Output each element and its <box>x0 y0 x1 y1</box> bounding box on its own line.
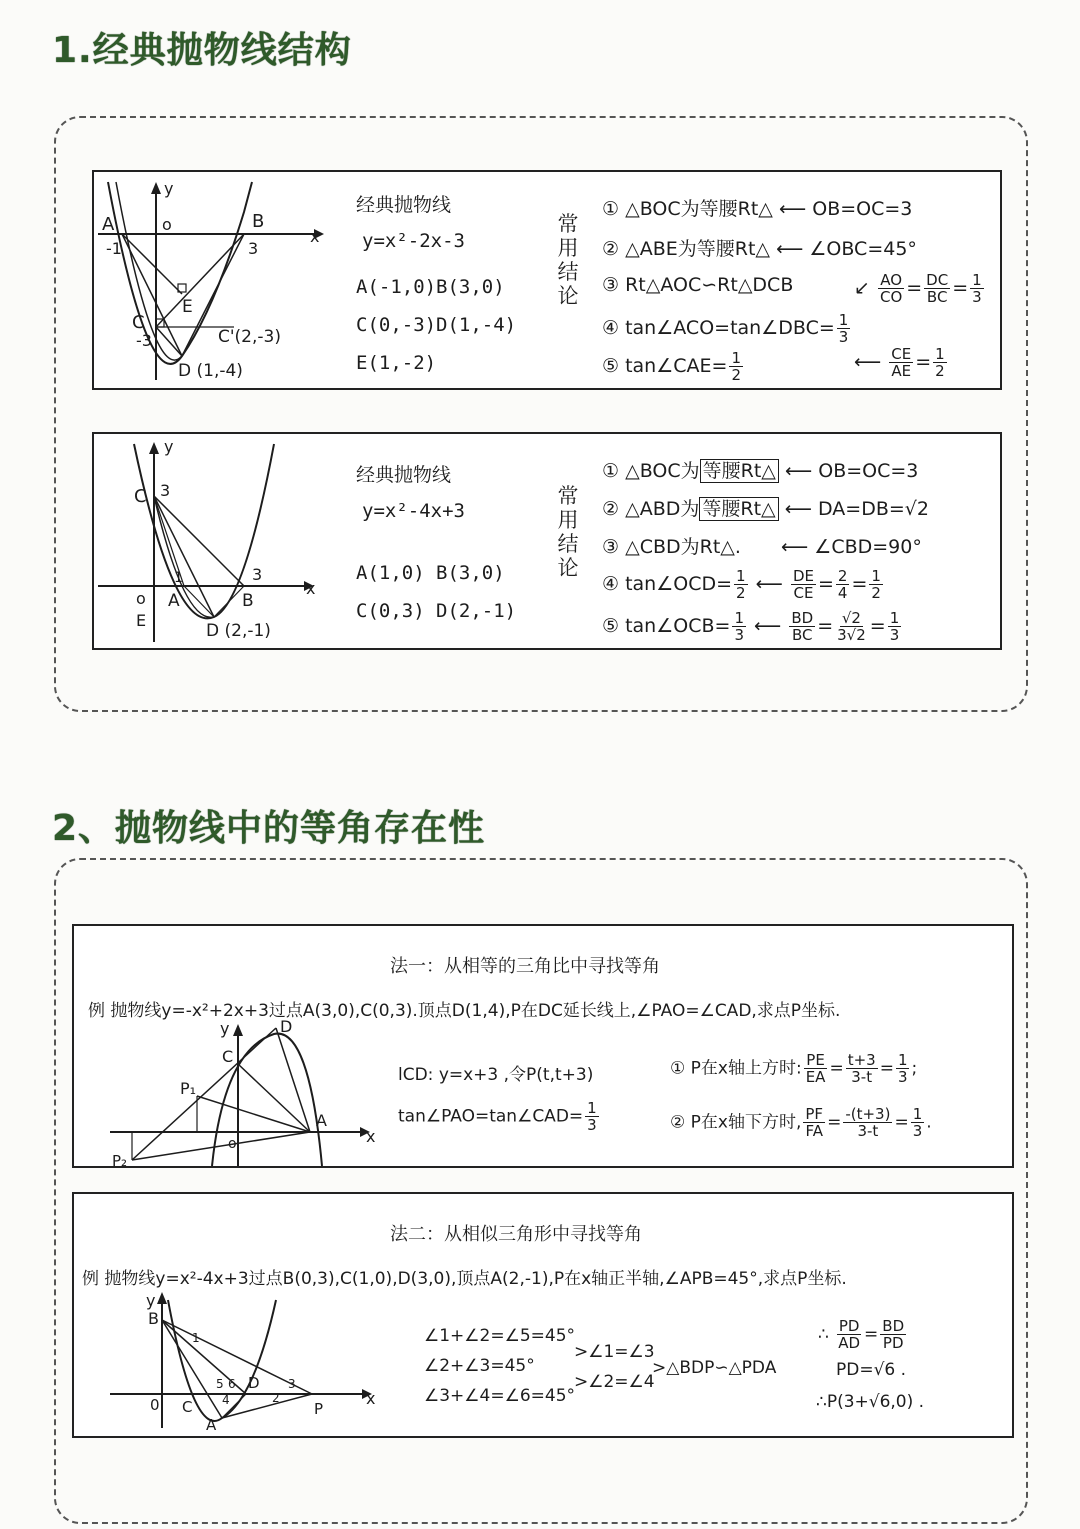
m2-label-O: 0 <box>150 1396 160 1414</box>
c2-text-4: tan∠OCD= <box>625 573 733 595</box>
frac-den: 3-t <box>857 1122 879 1140</box>
m1-case1-label: ① P在x轴上方时: <box>670 1058 802 1079</box>
m1-case2-label: ② P在x轴下方时, <box>670 1112 802 1133</box>
g1-label-B: B <box>252 211 265 232</box>
g2-label-o: o <box>136 589 146 608</box>
frac-num: BD <box>791 609 814 627</box>
c2-num-3: ③ <box>602 536 620 558</box>
method2-example: 例 抛物线y=x²-4x+3过点B(0,3),C(1,0),D(3,0),顶点A(2,-1),P在x轴正半轴,∠APB=45°,求点P坐标. <box>82 1269 847 1289</box>
card1-point-D: D(1,-4) <box>436 314 517 336</box>
m2-similar-text: △BDP∽△PDA <box>666 1358 777 1378</box>
parabola-graph-2 <box>94 434 334 648</box>
c1-text-1: △BOC为等腰Rt△ <box>625 198 773 220</box>
m1-label-o: o <box>228 1136 237 1152</box>
card2-point-B: B(3,0) <box>436 562 505 584</box>
frac-num: -(t+3) <box>845 1105 891 1123</box>
m1-case1-tail: ; <box>911 1058 918 1079</box>
card2-point-D: D(2,-1) <box>436 600 517 622</box>
m2-label-x: x <box>366 1389 376 1408</box>
c1-num-3: ③ <box>602 274 620 296</box>
card2-conclusion-4: ④ tan∠OCD= $\frac{1}{2}$ ⟵ $\frac{DE}{CE}$ = $\frac{2}{4}$ = $\frac{1}{2}$ <box>602 567 881 602</box>
frac-den: PD <box>882 1334 904 1352</box>
c2-num-4: ④ <box>602 573 620 595</box>
frac-den: 3 <box>889 626 900 644</box>
frac-den: AD <box>838 1334 861 1352</box>
frac-num: 1 <box>731 349 741 367</box>
m2-label-n6: 6 <box>228 1377 236 1391</box>
m2-label-n4: 4 <box>222 1393 230 1407</box>
g2-label-A: A <box>168 591 180 611</box>
c2-frac-de-ce <box>791 568 816 601</box>
c2-frac-bd-bc <box>789 610 815 643</box>
m2-label-P: P <box>314 1400 324 1418</box>
frac-num: DC <box>926 271 949 289</box>
c1-frac-5 <box>729 350 743 383</box>
card2-point-A: A(1,0) <box>356 562 425 584</box>
method1-graph <box>104 1020 414 1170</box>
c1-frac-ce-ae <box>889 346 913 379</box>
frac-num: √2 <box>841 609 861 627</box>
frac-den: BC <box>926 288 948 306</box>
c2-boxed-1: 等腰Rt△ <box>700 459 779 483</box>
frac-num: BD <box>882 1317 905 1335</box>
method1-case1: ① P在x轴上方时: $\frac{PE}{EA}$ = $\frac{t+3}{3-t}$ = $\frac{1}{3}$ ; <box>670 1051 918 1086</box>
c2-frac-5 <box>732 610 746 643</box>
c1-rhs-2: ∠OBC=45° <box>809 238 917 260</box>
c1-frac-one-half <box>933 346 947 379</box>
card1-equation: y=x²-2x-3 <box>362 230 465 252</box>
c1-num-1: ① <box>602 198 620 220</box>
c2-num-2: ② <box>602 498 620 520</box>
c1-num-5: ⑤ <box>602 355 620 377</box>
method2-similar: >△BDP∽△PDA <box>652 1358 777 1378</box>
frac-den: BC <box>792 626 813 644</box>
card1-heading: 经典抛物线 <box>356 194 452 216</box>
card1-conclusion-5 <box>602 350 745 383</box>
c2-frac-2-4 <box>836 568 850 601</box>
g2-label-three: 3 <box>252 565 263 584</box>
frac-num: PF <box>805 1105 824 1123</box>
m2-label-n3: 3 <box>288 1377 296 1391</box>
c2-frac-1-2 <box>869 568 883 601</box>
m2-label-n1: 1 <box>192 1331 200 1345</box>
c1-frac-ao-co <box>878 272 904 305</box>
frac-num: 1 <box>912 1105 923 1123</box>
c2-frac-4 <box>734 568 748 601</box>
frac-num: PD <box>838 1317 860 1335</box>
m2-label-y: y <box>146 1291 156 1310</box>
frac-den: 4 <box>837 584 848 602</box>
c2-pre-2: △ABD为 <box>625 498 700 520</box>
card2-conclusion-2 <box>602 494 929 521</box>
g2-label-D: D (2,-1) <box>206 621 271 641</box>
g1-label-Cprime: C'(2,-3) <box>218 327 281 347</box>
card1-point-B: B(3,0) <box>436 276 505 298</box>
card2-point-C: C(0,3) <box>356 600 425 622</box>
frac-den: CE <box>793 584 814 602</box>
card2-conclusion-1 <box>602 456 918 483</box>
c2-arrow-3: ⟵ <box>781 536 809 558</box>
card2-conclusion-5: ⑤ tan∠OCB= $\frac{1}{3}$ ⟵ $\frac{BD}{BC}$ = $\frac{√2}{3√2}$ = $\frac{1}{3}$ <box>602 609 900 644</box>
card2-heading: 经典抛物线 <box>356 464 452 486</box>
g1-label-o: o <box>162 215 172 234</box>
method1-title: 法一：从相等的三角比中寻找等角 <box>390 956 660 977</box>
m2-implies-1: ∠1=∠3 <box>588 1342 655 1362</box>
method2-angle-2: ∠2+∠3=45° <box>424 1356 535 1376</box>
card2-side-label: 常用结论 <box>557 484 579 580</box>
frac-num: 1 <box>734 609 744 627</box>
method1-tan-eq <box>398 1100 601 1133</box>
c2-frac-1-3 <box>888 610 902 643</box>
c2-pre-1: △BOC为 <box>625 460 700 482</box>
m1-case1-third <box>896 1052 910 1085</box>
g2-label-x: x <box>306 579 316 598</box>
section2-title: 2、抛物线中的等角存在性 <box>52 808 486 849</box>
frac-den: 3 <box>972 288 982 306</box>
m1-label-P1: P₁ <box>180 1079 197 1098</box>
method2-brace-2: >∠2=∠4 <box>574 1372 655 1392</box>
section1-card2 <box>92 432 1002 650</box>
frac-num: AO <box>880 271 903 289</box>
card1-conclusion-1 <box>602 194 912 221</box>
m1-tan-text: tan∠PAO=tan∠CAD= <box>398 1106 584 1127</box>
method2-title: 法二：从相似三角形中寻找等角 <box>390 1224 642 1245</box>
method2-graph <box>104 1290 404 1432</box>
frac-den: 3 <box>912 1122 923 1140</box>
parabola-graph-1 <box>94 172 334 388</box>
c2-text-3: △CBD为Rt△. <box>625 536 741 558</box>
g2-label-B: B <box>242 591 254 611</box>
g2-label-E: E <box>136 611 147 630</box>
g2-label-one: 1 <box>174 570 183 586</box>
method1-line-cd: lCD: y=x+3 ,令P(t,t+3) <box>398 1065 594 1085</box>
frac-num: 1 <box>871 567 881 585</box>
m1-label-A: A <box>316 1111 327 1130</box>
m1-label-P2: P₂ <box>112 1152 128 1170</box>
frac-num: 1 <box>736 567 746 585</box>
c1-frac-dc-bc <box>924 272 950 305</box>
m2-label-A: A <box>206 1416 217 1432</box>
c2-frac-root <box>835 610 868 643</box>
c1-text-3: Rt△AOC∽Rt△DCB <box>625 274 794 296</box>
c1-text-4: tan∠ACO=tan∠DBC= <box>625 317 835 339</box>
c1-arrow-2: ⟵ <box>776 238 804 260</box>
card1-conclusion-3 <box>602 274 793 296</box>
method2-angle-1: ∠1+∠2=∠5=45° <box>424 1326 576 1346</box>
m2-frac-pd-ad <box>836 1318 862 1351</box>
m2-frac-bd-pd <box>880 1318 906 1351</box>
m1-case2-pf-fa <box>803 1106 825 1139</box>
card2-equation: y=x²-4x+3 <box>362 500 465 522</box>
c1-arrow-1: ⟵ <box>778 198 807 220</box>
c2-arrow-2: ⟵ <box>784 498 812 520</box>
m1-case2-t <box>843 1106 892 1139</box>
m2-label-C: C <box>182 1398 193 1416</box>
frac-num: 1 <box>889 609 900 627</box>
card1-ratio-3: ↙ $\frac{AO}{CO}$ = $\frac{DC}{BC}$ = $\frac{1}{3}$ <box>854 271 982 306</box>
method2-brace-1: >∠1=∠3 <box>574 1342 655 1362</box>
method2-angle-3: ∠3+∠4=∠6=45° <box>424 1386 576 1406</box>
frac-den: 3-t <box>851 1068 873 1086</box>
c1-num-2: ② <box>602 238 620 260</box>
method1-case2: ② P在x轴下方时, $\frac{PF}{FA}$ = $\frac{-(t+3)}{3-t}$ = $\frac{1}{3}$ . <box>670 1105 932 1140</box>
card2-conclusion-3 <box>602 532 922 559</box>
method1-example: 例 抛物线y=-x²+2x+3过点A(3,0),C(0,3).顶点D(1,4),P在DC延长线上,∠PAO=∠CAD,求点P坐标. <box>88 1001 841 1021</box>
m1-case1-pe-ea <box>804 1052 828 1085</box>
method2-pd: PD=√6 . <box>836 1360 907 1380</box>
c1-frac-4 <box>837 312 851 345</box>
frac-num: CE <box>891 345 912 363</box>
frac-den: 3 <box>897 1068 908 1086</box>
m1-case2-tail: . <box>926 1112 932 1133</box>
g2-label-y: y <box>164 437 174 456</box>
g1-label-x: x <box>310 227 320 246</box>
g2-label-C: C <box>134 486 147 507</box>
arrow-icon: ↙ <box>854 277 870 299</box>
arrow-icon: ⟵ <box>854 351 882 373</box>
m1-label-x: x <box>366 1127 376 1146</box>
frac-num: t+3 <box>847 1051 876 1069</box>
c2-rhs-2: DA=DB=√2 <box>817 498 929 520</box>
c1-rhs-1: OB=OC=3 <box>812 198 913 220</box>
m2-therefore: ∴ <box>818 1324 829 1345</box>
m1-label-y: y <box>220 1020 230 1038</box>
c2-rhs-3: ∠CBD=90° <box>814 536 922 558</box>
frac-den: 3 <box>587 1116 597 1134</box>
g1-label-p3: 3 <box>248 239 259 258</box>
m2-label-D: D <box>248 1374 260 1392</box>
c2-text-5: tan∠OCB= <box>625 615 731 637</box>
g1-label-C: C <box>132 312 145 333</box>
g1-label-m3: -3 <box>136 331 152 350</box>
m1-frac-third <box>585 1100 599 1133</box>
card1-conclusion-4 <box>602 312 852 345</box>
m1-label-C: C <box>222 1047 234 1066</box>
c2-arrow-5: ⟵ <box>754 615 782 637</box>
m1-case1-t <box>846 1052 878 1085</box>
frac-num: 1 <box>972 271 982 289</box>
card1-side-label: 常用结论 <box>557 212 579 308</box>
frac-num: PE <box>806 1051 825 1069</box>
frac-den: EA <box>805 1068 826 1086</box>
method2-ratio: ∴ $\frac{PD}{AD}$ = $\frac{BD}{PD}$ <box>818 1317 905 1352</box>
c2-arrow-1: ⟵ <box>784 460 813 482</box>
card1-conclusion-2 <box>602 234 917 261</box>
frac-den: 3 <box>734 626 744 644</box>
frac-den: 2 <box>871 584 881 602</box>
c1-num-4: ④ <box>602 317 620 339</box>
frac-den: AE <box>891 362 912 380</box>
frac-den: 3√2 <box>837 626 866 644</box>
m1-label-D: D <box>280 1020 293 1036</box>
section1-card1 <box>92 170 1002 390</box>
card1-ratio-5: ⟵ $\frac{CE}{AE}$ = $\frac{1}{2}$ <box>854 345 945 380</box>
frac-num: DE <box>792 567 814 585</box>
card1-point-C: C(0,-3) <box>356 314 437 336</box>
frac-den: 2 <box>935 362 945 380</box>
m2-implies-2: ∠2=∠4 <box>588 1372 655 1392</box>
c1-text-5: tan∠CAE= <box>625 355 728 377</box>
c2-num-1: ① <box>602 460 620 482</box>
m2-label-n5: 5 <box>216 1377 224 1391</box>
g1-label-A: A <box>102 214 115 235</box>
card1-point-A: A(-1,0) <box>356 276 437 298</box>
m1-case2-third <box>911 1106 925 1139</box>
frac-num: 1 <box>897 1051 908 1069</box>
c1-frac-one-third <box>970 272 984 305</box>
g1-label-y: y <box>164 179 174 198</box>
g1-label-E: E <box>182 297 193 317</box>
m2-label-n2: 2 <box>272 1391 280 1405</box>
g2-label-c3: 3 <box>160 481 171 500</box>
card1-point-E: E(1,-2) <box>356 352 437 374</box>
section2-card2 <box>72 1192 1014 1438</box>
frac-num: 1 <box>587 1099 597 1117</box>
c2-num-5: ⑤ <box>602 615 620 637</box>
c1-text-2: △ABE为等腰Rt△ <box>625 238 771 260</box>
g1-label-D: D (1,-4) <box>178 361 243 381</box>
frac-num: 1 <box>935 345 945 363</box>
m2-label-B: B <box>148 1309 159 1328</box>
method2-result: ∴P(3+√6,0) . <box>816 1392 925 1412</box>
frac-den: 2 <box>731 366 741 384</box>
frac-den: 3 <box>838 328 849 346</box>
c2-boxed-2: 等腰Rt△ <box>699 497 778 521</box>
c2-rhs-1: OB=OC=3 <box>818 460 919 482</box>
frac-den: CO <box>879 288 903 306</box>
c2-arrow-4: ⟵ <box>755 573 783 595</box>
frac-num: 1 <box>838 311 849 329</box>
frac-den: 2 <box>736 584 746 602</box>
g1-label-m1: -1 <box>106 239 122 258</box>
section2-card1 <box>72 924 1014 1168</box>
section1-title: 1.经典抛物线结构 <box>52 30 352 71</box>
frac-num: 2 <box>837 567 848 585</box>
frac-den: FA <box>805 1122 823 1140</box>
